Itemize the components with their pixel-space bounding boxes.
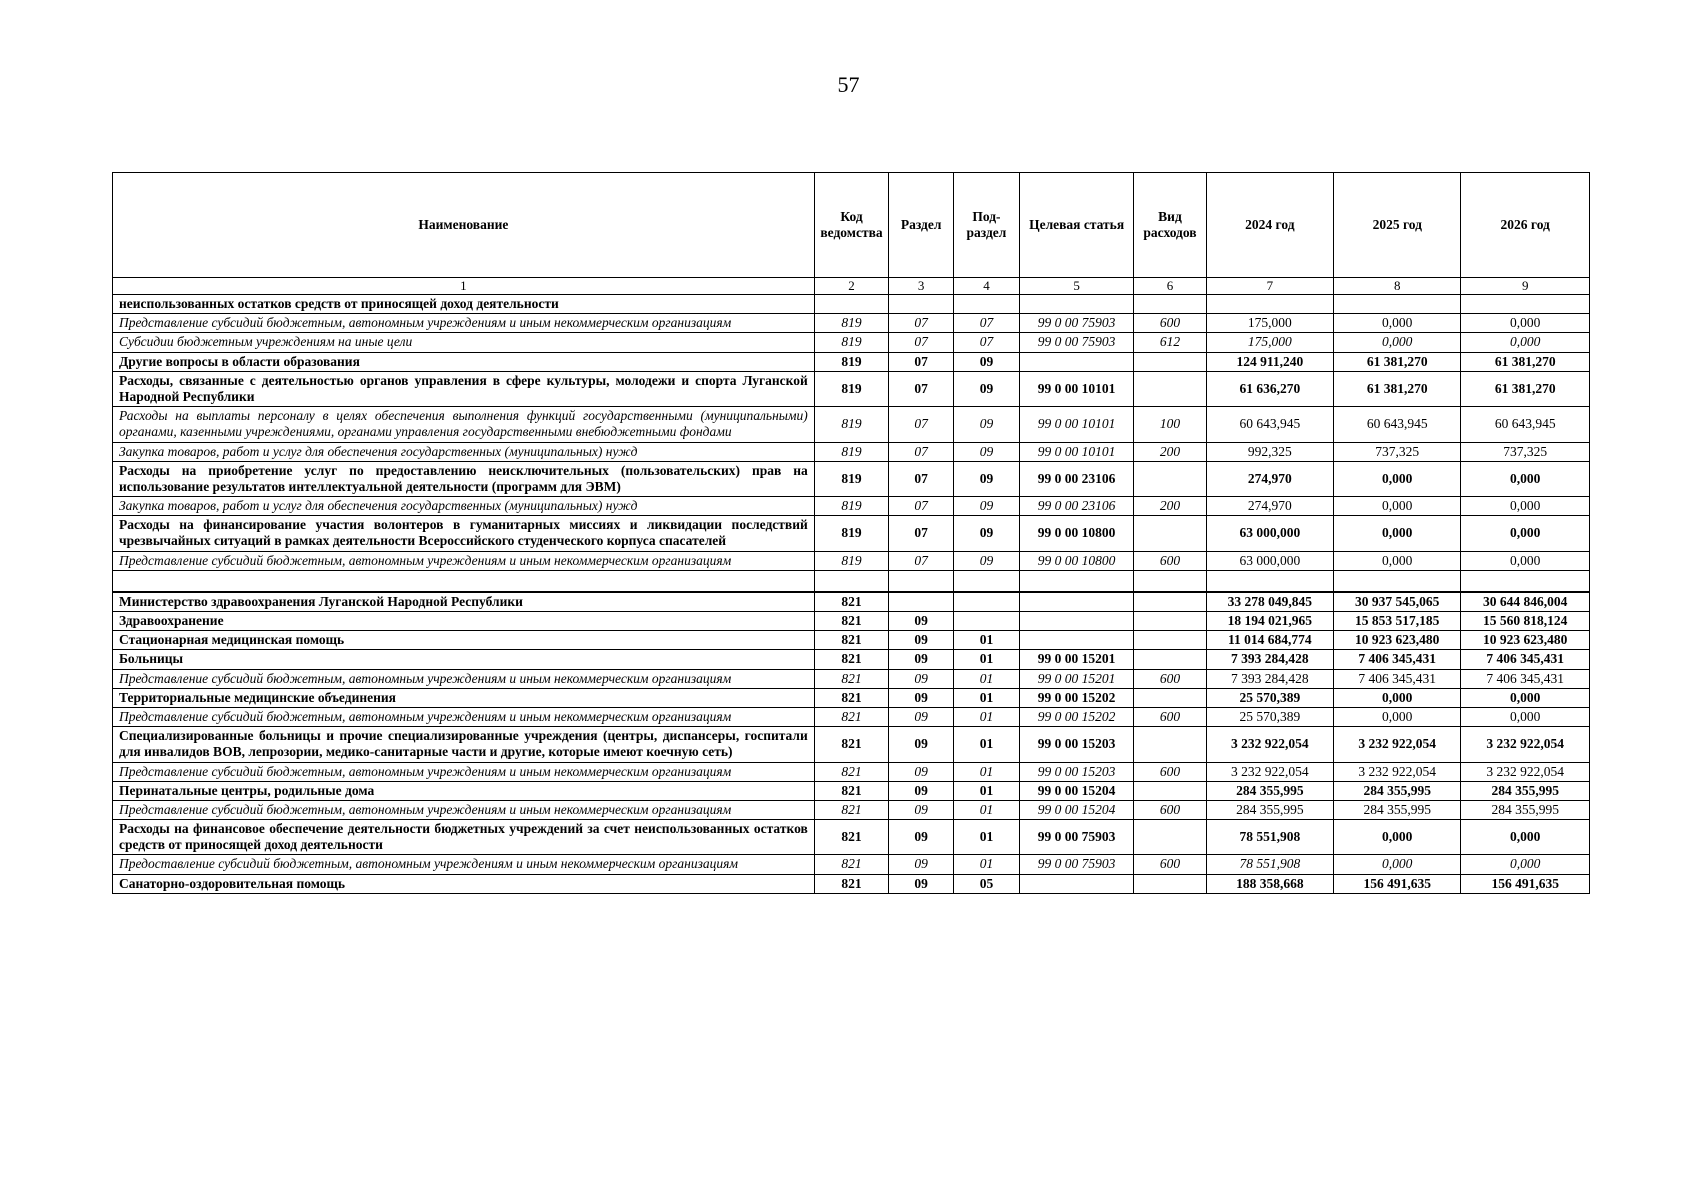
column-number: 2 <box>814 278 888 295</box>
row-target-article: 99 0 00 10101 <box>1019 442 1133 461</box>
row-amount-2024: 3 232 922,054 <box>1206 762 1333 781</box>
table-row <box>113 352 1590 371</box>
row-amount-2025: 0,000 <box>1334 820 1461 855</box>
row-amount-2025: 7 406 345,431 <box>1334 669 1461 688</box>
row-amount-2024: 175,000 <box>1206 314 1333 333</box>
row-amount-2026: 7 406 345,431 <box>1461 650 1590 669</box>
table-row <box>113 781 1590 800</box>
row-target-article: 99 0 00 23106 <box>1019 461 1133 496</box>
row-name: Представление субсидий бюджетным, автономным учреждениям и иным некоммерческим организациям <box>113 800 815 819</box>
row-name: Закупка товаров, работ и услуг для обеспечения государственных (муниципальных) нужд <box>113 497 815 516</box>
table-row <box>113 650 1590 669</box>
row-amount-2025: 284 355,995 <box>1334 781 1461 800</box>
table-row <box>113 727 1590 762</box>
row-amount-2025: 0,000 <box>1334 551 1461 570</box>
row-subsection <box>954 592 1020 612</box>
row-subsection: 01 <box>954 707 1020 726</box>
row-target-article: 99 0 00 75903 <box>1019 333 1133 352</box>
row-section: 09 <box>889 631 954 650</box>
row-subsection <box>954 570 1020 592</box>
row-amount-2024: 60 643,945 <box>1206 407 1333 442</box>
row-amount-2024 <box>1206 570 1333 592</box>
row-subsection: 01 <box>954 855 1020 874</box>
header-row <box>113 173 1590 278</box>
row-name <box>113 570 815 592</box>
row-expense-type <box>1134 570 1206 592</box>
row-amount-2024: 188 358,668 <box>1206 874 1333 893</box>
row-amount-2025: 61 381,270 <box>1334 352 1461 371</box>
row-amount-2026: 0,000 <box>1461 855 1590 874</box>
row-amount-2026 <box>1461 570 1590 592</box>
row-amount-2024: 124 911,240 <box>1206 352 1333 371</box>
row-subsection: 05 <box>954 874 1020 893</box>
row-amount-2026: 0,000 <box>1461 516 1590 551</box>
row-dept-code: 821 <box>814 762 888 781</box>
row-dept-code: 819 <box>814 516 888 551</box>
row-dept-code: 821 <box>814 612 888 631</box>
header-dept-code: Код ведомства <box>814 173 888 278</box>
row-dept-code: 819 <box>814 442 888 461</box>
row-expense-type <box>1134 820 1206 855</box>
table-row <box>113 592 1590 612</box>
row-amount-2026 <box>1461 295 1590 314</box>
row-expense-type: 600 <box>1134 707 1206 726</box>
row-target-article: 99 0 00 10800 <box>1019 516 1133 551</box>
row-amount-2025: 0,000 <box>1334 855 1461 874</box>
row-amount-2026: 3 232 922,054 <box>1461 762 1590 781</box>
row-target-article: 99 0 00 23106 <box>1019 497 1133 516</box>
row-section: 09 <box>889 669 954 688</box>
row-section <box>889 570 954 592</box>
row-section: 07 <box>889 333 954 352</box>
table-row <box>113 631 1590 650</box>
row-name: Перинатальные центры, родильные дома <box>113 781 815 800</box>
header-year-2026: 2026 год <box>1461 173 1590 278</box>
row-subsection: 01 <box>954 669 1020 688</box>
budget-table <box>112 172 1590 894</box>
row-amount-2025: 7 406 345,431 <box>1334 650 1461 669</box>
row-section: 09 <box>889 855 954 874</box>
row-target-article: 99 0 00 75903 <box>1019 855 1133 874</box>
row-section: 09 <box>889 707 954 726</box>
row-amount-2024: 33 278 049,845 <box>1206 592 1333 612</box>
row-amount-2025: 0,000 <box>1334 314 1461 333</box>
row-amount-2025: 0,000 <box>1334 333 1461 352</box>
header-expense-type: Вид расходов <box>1134 173 1206 278</box>
table-row <box>113 707 1590 726</box>
row-dept-code: 819 <box>814 551 888 570</box>
row-expense-type <box>1134 592 1206 612</box>
row-target-article <box>1019 295 1133 314</box>
row-name: неиспользованных остатков средств от приносящей доход деятельности <box>113 295 815 314</box>
row-subsection: 09 <box>954 551 1020 570</box>
column-number: 4 <box>954 278 1020 295</box>
row-section: 09 <box>889 727 954 762</box>
row-section <box>889 592 954 612</box>
table-row <box>113 570 1590 592</box>
row-name: Другие вопросы в области образования <box>113 352 815 371</box>
row-expense-type: 200 <box>1134 442 1206 461</box>
row-subsection: 01 <box>954 781 1020 800</box>
table-row <box>113 442 1590 461</box>
row-dept-code <box>814 570 888 592</box>
row-target-article: 99 0 00 15204 <box>1019 800 1133 819</box>
row-dept-code <box>814 295 888 314</box>
table-row <box>113 497 1590 516</box>
row-amount-2026: 0,000 <box>1461 820 1590 855</box>
row-amount-2026: 61 381,270 <box>1461 371 1590 406</box>
row-subsection <box>954 295 1020 314</box>
row-subsection: 09 <box>954 442 1020 461</box>
row-amount-2025: 737,325 <box>1334 442 1461 461</box>
row-name: Расходы на финансирование участия волонтеров в гуманитарных миссиях и ликвидации последствий чрезвычайных ситуаций в рамках деятельности Всероссийского студенческого корпуса спасателей <box>113 516 815 551</box>
row-subsection: 07 <box>954 314 1020 333</box>
column-number: 1 <box>113 278 815 295</box>
row-name: Представление субсидий бюджетным, автономным учреждениям и иным некоммерческим организациям <box>113 762 815 781</box>
row-name: Санаторно-оздоровительная помощь <box>113 874 815 893</box>
row-dept-code: 821 <box>814 820 888 855</box>
row-amount-2025: 0,000 <box>1334 497 1461 516</box>
row-amount-2024: 11 014 684,774 <box>1206 631 1333 650</box>
row-dept-code: 821 <box>814 727 888 762</box>
row-dept-code: 821 <box>814 855 888 874</box>
row-amount-2024: 78 551,908 <box>1206 855 1333 874</box>
row-expense-type <box>1134 516 1206 551</box>
row-target-article: 99 0 00 15202 <box>1019 707 1133 726</box>
row-expense-type <box>1134 727 1206 762</box>
row-target-article: 99 0 00 75903 <box>1019 820 1133 855</box>
row-amount-2026: 3 232 922,054 <box>1461 727 1590 762</box>
row-target-article <box>1019 352 1133 371</box>
row-dept-code: 819 <box>814 314 888 333</box>
row-subsection: 09 <box>954 497 1020 516</box>
row-amount-2026: 15 560 818,124 <box>1461 612 1590 631</box>
row-amount-2025: 156 491,635 <box>1334 874 1461 893</box>
column-number-row <box>113 278 1590 295</box>
row-subsection: 01 <box>954 800 1020 819</box>
row-section: 07 <box>889 352 954 371</box>
table-row <box>113 762 1590 781</box>
row-expense-type: 600 <box>1134 314 1206 333</box>
row-section: 07 <box>889 516 954 551</box>
row-expense-type: 600 <box>1134 669 1206 688</box>
table-row <box>113 371 1590 406</box>
row-dept-code: 821 <box>814 631 888 650</box>
row-name: Территориальные медицинские объединения <box>113 688 815 707</box>
row-dept-code: 821 <box>814 781 888 800</box>
row-amount-2025: 15 853 517,185 <box>1334 612 1461 631</box>
row-amount-2026: 0,000 <box>1461 333 1590 352</box>
row-subsection: 09 <box>954 371 1020 406</box>
header-section: Раздел <box>889 173 954 278</box>
row-dept-code: 819 <box>814 352 888 371</box>
row-amount-2024: 25 570,389 <box>1206 707 1333 726</box>
table-row <box>113 855 1590 874</box>
row-amount-2025: 0,000 <box>1334 688 1461 707</box>
row-target-article: 99 0 00 10800 <box>1019 551 1133 570</box>
table-row <box>113 612 1590 631</box>
header-name: Наименование <box>113 173 815 278</box>
row-expense-type <box>1134 874 1206 893</box>
table-row <box>113 516 1590 551</box>
row-dept-code: 821 <box>814 707 888 726</box>
row-dept-code: 821 <box>814 592 888 612</box>
row-name: Здравоохранение <box>113 612 815 631</box>
row-expense-type: 600 <box>1134 855 1206 874</box>
row-amount-2026: 7 406 345,431 <box>1461 669 1590 688</box>
row-target-article <box>1019 612 1133 631</box>
row-subsection: 01 <box>954 820 1020 855</box>
row-name: Представление субсидий бюджетным, автономным учреждениям и иным некоммерческим организациям <box>113 551 815 570</box>
row-subsection <box>954 612 1020 631</box>
row-amount-2024: 992,325 <box>1206 442 1333 461</box>
row-subsection: 09 <box>954 461 1020 496</box>
row-expense-type <box>1134 650 1206 669</box>
row-name: Специализированные больницы и прочие специализированные учреждения (центры, диспансеры, госпитали для инвалидов ВОВ, лепрозории, медико-санитарные части и другие, которые имеют коечную сеть) <box>113 727 815 762</box>
row-amount-2025: 284 355,995 <box>1334 800 1461 819</box>
row-section: 09 <box>889 820 954 855</box>
column-number: 5 <box>1019 278 1133 295</box>
row-amount-2026: 0,000 <box>1461 314 1590 333</box>
row-amount-2026: 284 355,995 <box>1461 800 1590 819</box>
table-row <box>113 551 1590 570</box>
row-expense-type <box>1134 461 1206 496</box>
header-year-2024: 2024 год <box>1206 173 1333 278</box>
row-target-article <box>1019 570 1133 592</box>
row-dept-code: 821 <box>814 688 888 707</box>
row-name: Субсидии бюджетным учреждениям на иные цели <box>113 333 815 352</box>
row-section: 09 <box>889 781 954 800</box>
row-expense-type: 200 <box>1134 497 1206 516</box>
row-amount-2024: 284 355,995 <box>1206 800 1333 819</box>
row-dept-code: 821 <box>814 800 888 819</box>
row-target-article: 99 0 00 15201 <box>1019 669 1133 688</box>
row-amount-2026: 60 643,945 <box>1461 407 1590 442</box>
row-amount-2025: 30 937 545,065 <box>1334 592 1461 612</box>
row-section: 07 <box>889 497 954 516</box>
row-subsection: 01 <box>954 727 1020 762</box>
row-amount-2025: 10 923 623,480 <box>1334 631 1461 650</box>
row-section: 09 <box>889 688 954 707</box>
row-name: Больницы <box>113 650 815 669</box>
row-section: 09 <box>889 800 954 819</box>
row-amount-2024 <box>1206 295 1333 314</box>
row-amount-2024: 78 551,908 <box>1206 820 1333 855</box>
row-expense-type <box>1134 352 1206 371</box>
table-row <box>113 407 1590 442</box>
row-amount-2024: 18 194 021,965 <box>1206 612 1333 631</box>
row-section: 09 <box>889 874 954 893</box>
row-target-article <box>1019 874 1133 893</box>
row-section: 07 <box>889 442 954 461</box>
row-name: Министерство здравоохранения Луганской Народной Республики <box>113 592 815 612</box>
row-section: 07 <box>889 371 954 406</box>
row-dept-code: 821 <box>814 669 888 688</box>
row-amount-2024: 175,000 <box>1206 333 1333 352</box>
column-number: 6 <box>1134 278 1206 295</box>
row-subsection: 01 <box>954 631 1020 650</box>
row-amount-2024: 274,970 <box>1206 497 1333 516</box>
row-name: Предоставление субсидий бюджетным, автономным учреждениям и иным некоммерческим организациям <box>113 855 815 874</box>
row-section: 09 <box>889 762 954 781</box>
row-amount-2026: 0,000 <box>1461 707 1590 726</box>
row-dept-code: 819 <box>814 461 888 496</box>
row-section: 07 <box>889 461 954 496</box>
row-dept-code: 821 <box>814 650 888 669</box>
row-subsection: 09 <box>954 352 1020 371</box>
row-name: Стационарная медицинская помощь <box>113 631 815 650</box>
row-expense-type <box>1134 295 1206 314</box>
row-amount-2026: 0,000 <box>1461 551 1590 570</box>
row-name: Представление субсидий бюджетным, автономным учреждениям и иным некоммерческим организациям <box>113 669 815 688</box>
row-target-article: 99 0 00 15204 <box>1019 781 1133 800</box>
row-subsection: 09 <box>954 407 1020 442</box>
row-target-article: 99 0 00 75903 <box>1019 314 1133 333</box>
row-section: 07 <box>889 314 954 333</box>
row-subsection: 01 <box>954 762 1020 781</box>
row-name: Расходы на выплаты персоналу в целях обеспечения выполнения функций государственными (муниципальными) органами, казенными учреждениями, органами управления государственными внебюджетными фондами <box>113 407 815 442</box>
table-row <box>113 800 1590 819</box>
header-year-2025: 2025 год <box>1334 173 1461 278</box>
row-amount-2024: 274,970 <box>1206 461 1333 496</box>
table-row <box>113 669 1590 688</box>
row-expense-type: 600 <box>1134 762 1206 781</box>
row-expense-type: 100 <box>1134 407 1206 442</box>
row-expense-type <box>1134 631 1206 650</box>
row-name: Закупка товаров, работ и услуг для обеспечения государственных (муниципальных) нужд <box>113 442 815 461</box>
table-body <box>113 295 1590 894</box>
table-row <box>113 461 1590 496</box>
row-amount-2024: 63 000,000 <box>1206 551 1333 570</box>
row-target-article: 99 0 00 10101 <box>1019 371 1133 406</box>
row-amount-2026: 0,000 <box>1461 461 1590 496</box>
row-name: Представление субсидий бюджетным, автономным учреждениям и иным некоммерческим организациям <box>113 707 815 726</box>
row-expense-type <box>1134 612 1206 631</box>
header-target-article: Целевая статья <box>1019 173 1133 278</box>
row-expense-type: 612 <box>1134 333 1206 352</box>
row-name: Представление субсидий бюджетным, автономным учреждениям и иным некоммерческим организациям <box>113 314 815 333</box>
row-dept-code: 819 <box>814 333 888 352</box>
row-section: 09 <box>889 612 954 631</box>
table-row <box>113 688 1590 707</box>
row-amount-2025: 61 381,270 <box>1334 371 1461 406</box>
row-amount-2025: 0,000 <box>1334 707 1461 726</box>
row-dept-code: 819 <box>814 497 888 516</box>
row-section: 07 <box>889 551 954 570</box>
row-name: Расходы на финансовое обеспечение деятельности бюджетных учреждений за счет неиспользованных остатков средств от приносящей доход деятельности <box>113 820 815 855</box>
table-row <box>113 314 1590 333</box>
row-target-article: 99 0 00 15201 <box>1019 650 1133 669</box>
row-section: 07 <box>889 407 954 442</box>
row-amount-2024: 7 393 284,428 <box>1206 650 1333 669</box>
row-expense-type: 600 <box>1134 800 1206 819</box>
row-dept-code: 819 <box>814 371 888 406</box>
row-amount-2025: 0,000 <box>1334 461 1461 496</box>
column-number: 8 <box>1334 278 1461 295</box>
row-target-article: 99 0 00 15202 <box>1019 688 1133 707</box>
row-amount-2026: 61 381,270 <box>1461 352 1590 371</box>
row-amount-2024: 25 570,389 <box>1206 688 1333 707</box>
row-amount-2025: 0,000 <box>1334 516 1461 551</box>
row-amount-2025: 3 232 922,054 <box>1334 727 1461 762</box>
header-subsection: Под-раздел <box>954 173 1020 278</box>
row-amount-2024: 7 393 284,428 <box>1206 669 1333 688</box>
column-number: 3 <box>889 278 954 295</box>
row-amount-2024: 3 232 922,054 <box>1206 727 1333 762</box>
row-dept-code: 821 <box>814 874 888 893</box>
row-subsection: 01 <box>954 688 1020 707</box>
row-amount-2025: 60 643,945 <box>1334 407 1461 442</box>
table-row <box>113 820 1590 855</box>
row-amount-2026: 737,325 <box>1461 442 1590 461</box>
row-amount-2024: 63 000,000 <box>1206 516 1333 551</box>
row-amount-2026: 156 491,635 <box>1461 874 1590 893</box>
row-amount-2026: 0,000 <box>1461 688 1590 707</box>
row-amount-2026: 30 644 846,004 <box>1461 592 1590 612</box>
table-row <box>113 874 1590 893</box>
row-amount-2025 <box>1334 570 1461 592</box>
row-amount-2025: 3 232 922,054 <box>1334 762 1461 781</box>
row-subsection: 09 <box>954 516 1020 551</box>
column-number: 9 <box>1461 278 1590 295</box>
column-number: 7 <box>1206 278 1333 295</box>
row-name: Расходы, связанные с деятельностью органов управления в сфере культуры, молодежи и спорта Луганской Народной Республики <box>113 371 815 406</box>
row-expense-type <box>1134 371 1206 406</box>
row-target-article: 99 0 00 15203 <box>1019 727 1133 762</box>
row-expense-type: 600 <box>1134 551 1206 570</box>
row-amount-2026: 10 923 623,480 <box>1461 631 1590 650</box>
row-target-article: 99 0 00 10101 <box>1019 407 1133 442</box>
row-target-article <box>1019 631 1133 650</box>
row-name: Расходы на приобретение услуг по предоставлению неисключительных (пользовательских) прав на использование результатов интеллектуальной деятельности (программ для ЭВМ) <box>113 461 815 496</box>
row-dept-code: 819 <box>814 407 888 442</box>
page-number: 57 <box>837 72 860 97</box>
table-row <box>113 333 1590 352</box>
row-expense-type <box>1134 781 1206 800</box>
row-section: 09 <box>889 650 954 669</box>
table-row <box>113 295 1590 314</box>
row-subsection: 01 <box>954 650 1020 669</box>
row-target-article <box>1019 592 1133 612</box>
row-amount-2026: 284 355,995 <box>1461 781 1590 800</box>
row-amount-2024: 284 355,995 <box>1206 781 1333 800</box>
row-subsection: 07 <box>954 333 1020 352</box>
row-amount-2026: 0,000 <box>1461 497 1590 516</box>
row-amount-2024: 61 636,270 <box>1206 371 1333 406</box>
row-target-article: 99 0 00 15203 <box>1019 762 1133 781</box>
row-section <box>889 295 954 314</box>
row-expense-type <box>1134 688 1206 707</box>
row-amount-2025 <box>1334 295 1461 314</box>
